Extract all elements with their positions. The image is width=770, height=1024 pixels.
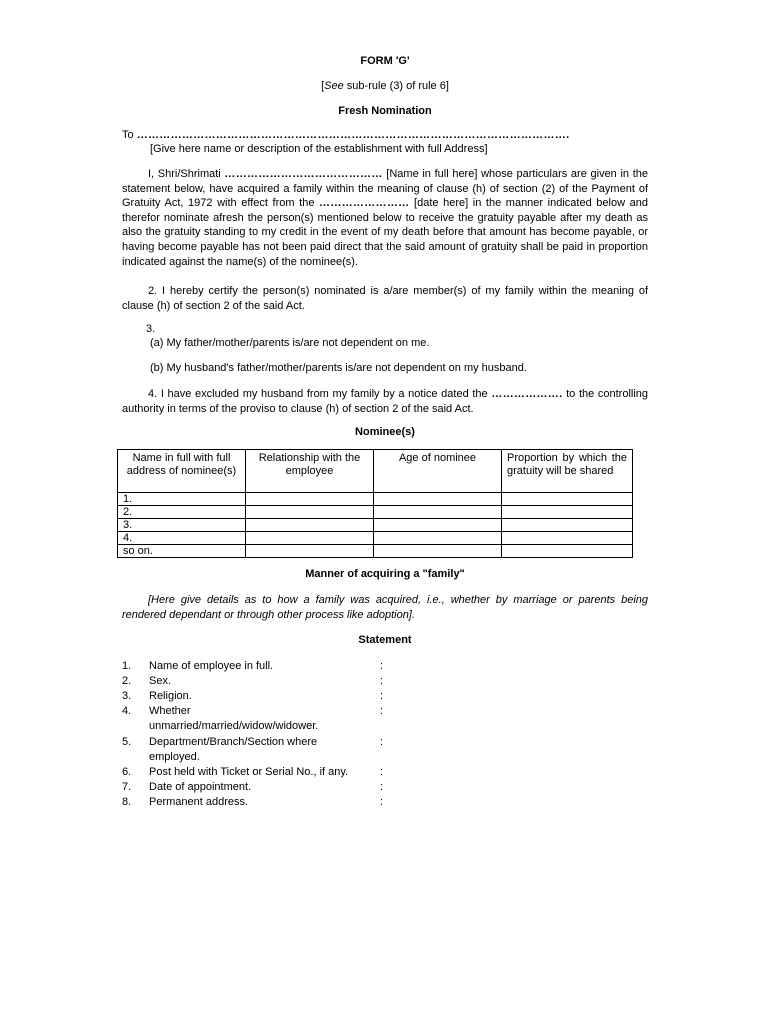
table-cell [502, 506, 633, 519]
to-instruction: [Give here name or description of the establishment with full Address] [150, 143, 488, 155]
table-cell [246, 493, 374, 506]
table-cell [246, 545, 374, 558]
table-header-row [118, 450, 633, 493]
row-number: 4. [118, 532, 246, 545]
para1-a: I, Shri/Shrimati [148, 168, 221, 180]
subrule-open: [ [321, 80, 325, 92]
statement-label: Sex. [149, 675, 172, 687]
para1-c: [date here] in the manner indicated below and therefor nominate afresh the person(s) mentioned below to receive the gratuity payable after my death as also the gratuity standing to my credit in the event of my death before that amount has become payable, or having become payable has not been paid direct that the said amount of gratuity shall be paid in proportion indicated against the name(s) of the nominee(s). [122, 197, 648, 268]
statement-number: 6. [122, 766, 132, 778]
fresh-nomination-heading: Fresh Nomination [338, 105, 432, 117]
table-cell [502, 519, 633, 532]
statement-label: Religion. [149, 690, 192, 702]
statement-number: 5. [122, 736, 132, 748]
subrule-see: See [324, 80, 344, 92]
table-cell [374, 519, 502, 532]
family-instruction-text: [Here give details as to how a family was acquired, i.e., whether by marriage or parents being rendered dependant or through other process like adoption]. [122, 594, 648, 621]
para3-item-b: (b) My husband's father/mother/parents is/are not dependent on my husband. [150, 362, 527, 374]
statement-number: 1. [122, 660, 132, 672]
statement-colon: : [380, 705, 384, 717]
subrule-reference [0, 80, 770, 92]
statement-label: Date of appointment. [149, 781, 252, 793]
form-title: FORM 'G' [360, 55, 410, 67]
table-cell [246, 532, 374, 545]
table-row [118, 532, 633, 545]
header-name-address: Name in full with full address of nominee(s) [118, 450, 246, 493]
table-cell [374, 532, 502, 545]
statement-number: 7. [122, 781, 132, 793]
family-instruction [122, 593, 648, 622]
statement-label: Post held with Ticket or Serial No., if any. [149, 766, 349, 778]
table-row [118, 493, 633, 506]
row-number: 2. [118, 506, 246, 519]
statement-number: 3. [122, 690, 132, 702]
header-relationship: Relationship with the employee [246, 450, 374, 493]
statement-colon: : [380, 796, 384, 808]
header-proportion: Proportion by which the gratuity will be shared [502, 450, 633, 493]
table-cell [374, 506, 502, 519]
statement-colon: : [380, 736, 384, 748]
para3-item-a: (a) My father/mother/parents is/are not dependent on me. [150, 337, 430, 349]
table-cell [374, 493, 502, 506]
para1-dots-date: …………………… [319, 197, 410, 210]
row-number: so on. [118, 545, 246, 558]
table-cell [502, 532, 633, 545]
statement-label: Name of employee in full. [149, 660, 274, 672]
table-cell [246, 506, 374, 519]
para3-number: 3. [146, 323, 156, 335]
paragraph-2 [122, 284, 648, 313]
table-row [118, 545, 633, 558]
header-age: Age of nominee [374, 450, 502, 493]
para4-dots: ………………. [491, 388, 563, 400]
statement-heading: Statement [358, 634, 412, 646]
family-heading: Manner of acquiring a "family" [305, 568, 465, 580]
para4-b: to the controlling authority in terms of the proviso to clause (h) of section 2 of the said Act. [122, 388, 649, 415]
table-cell [374, 545, 502, 558]
statement-colon: : [380, 766, 384, 778]
statement-colon: : [380, 690, 384, 702]
para4-a: 4. I have excluded my husband from my family by a notice dated the [148, 388, 488, 400]
table-row [118, 519, 633, 532]
para1-b: [Name in full here] whose particulars are given in the statement below, have acquired a family within the meaning of clause (h) of section (2) of the Payment of Gratuity Act, 1972 with effect from the [122, 168, 648, 210]
row-number: 1. [118, 493, 246, 506]
statement-number: 2. [122, 675, 132, 687]
para2-text: 2. I hereby certify the person(s) nominated is a/are member(s) of my family within the meaning of clause (h) of section 2 of the said Act. [122, 285, 648, 312]
statement-label: Permanent address. [149, 796, 249, 808]
nominees-table [117, 449, 633, 558]
statement-number: 8. [122, 796, 132, 808]
statement-colon: : [380, 675, 384, 687]
table-cell [246, 519, 374, 532]
statement-label: Whether unmarried/married/widow/widower. [149, 705, 319, 732]
to-line [122, 129, 569, 141]
paragraph-4 [122, 387, 648, 416]
statement-colon: : [380, 660, 384, 672]
paragraph-1 [122, 167, 648, 269]
subrule-rest: sub-rule (3) of rule 6] [343, 80, 449, 92]
statement-number: 4. [122, 705, 132, 717]
table-row [118, 506, 633, 519]
to-label: To [122, 129, 134, 141]
statement-label: Department/Branch/Section where employed. [149, 736, 318, 763]
statement-colon: : [380, 781, 384, 793]
para1-dots-name: …………………………………… [224, 168, 383, 180]
table-cell [502, 493, 633, 506]
row-number: 3. [118, 519, 246, 532]
nominees-heading: Nominee(s) [355, 426, 415, 438]
to-dots: ……………………………………………………………………………………………………. [136, 129, 570, 141]
table-cell [502, 545, 633, 558]
